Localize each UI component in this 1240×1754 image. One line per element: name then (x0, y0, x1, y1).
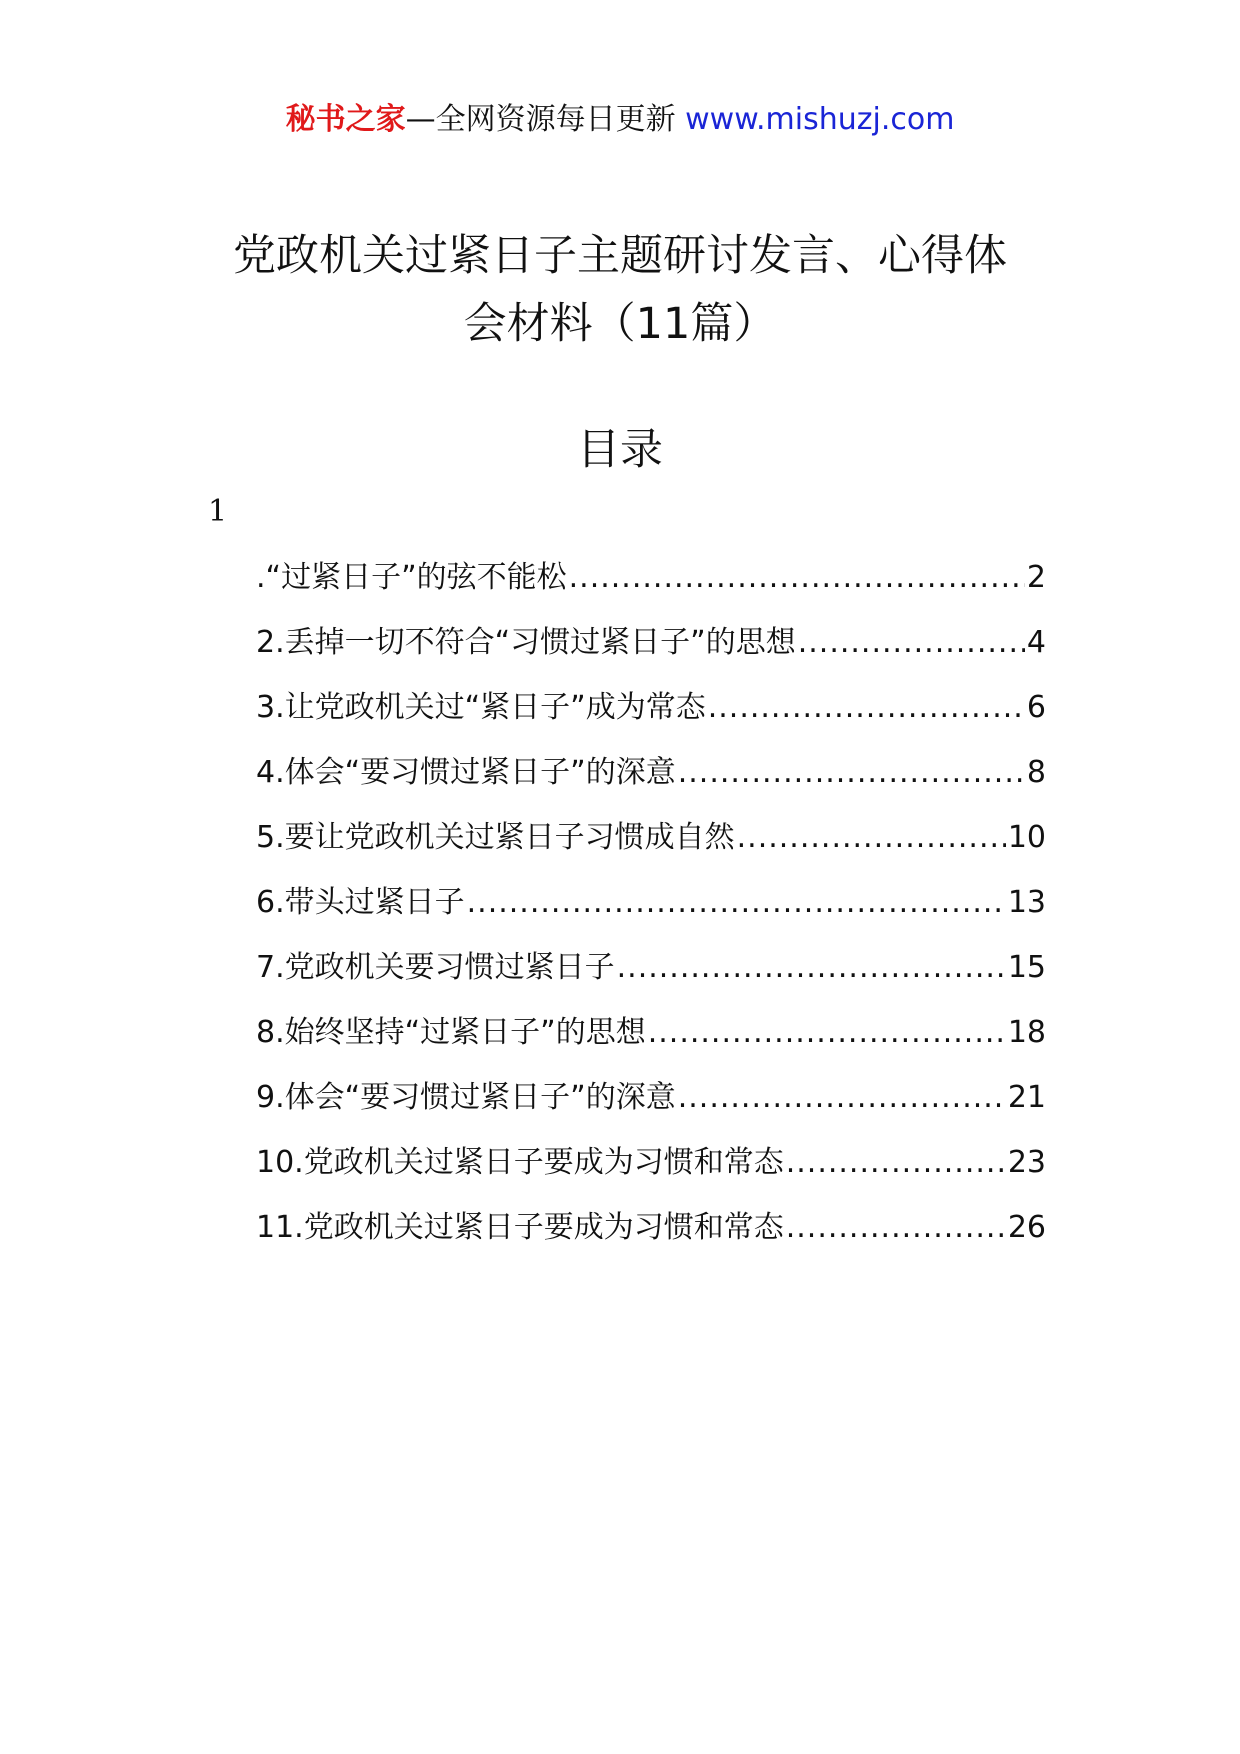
toc-entry-page: 6 (1026, 690, 1046, 725)
toc-entry[interactable] (256, 946, 1046, 1011)
document-title-line-1: 党政机关过紧日子主题研讨发言、心得体 (233, 231, 1007, 281)
toc-entry-label: 6.带头过紧日子 (256, 885, 465, 920)
toc-dot-leader (786, 1206, 1006, 1250)
toc-entry-label: 7.党政机关要习惯过紧日子 (256, 950, 615, 985)
stray-list-number: 1 (208, 494, 228, 529)
toc-entry-label: 9.体会“要习惯过紧日子”的深意 (256, 1080, 676, 1115)
toc-dot-leader (467, 881, 1006, 925)
toc-entry[interactable] (256, 751, 1046, 816)
site-header (0, 98, 1240, 142)
toc-entry-page: 23 (1007, 1145, 1046, 1180)
toc-entry-label: 11.党政机关过紧日子要成为习惯和常态 (256, 1210, 784, 1245)
toc-entry-page: 26 (1007, 1210, 1046, 1245)
toc-dot-leader (569, 556, 1025, 600)
toc-entry-page: 18 (1007, 1015, 1046, 1050)
toc-entry-page: 15 (1007, 950, 1046, 985)
toc-dot-leader (648, 1011, 1006, 1055)
toc-dot-leader (708, 686, 1025, 730)
toc-entry[interactable] (256, 556, 1046, 621)
toc-dot-leader (678, 751, 1025, 795)
toc-dot-leader (737, 816, 1006, 860)
toc-entry-label: 5.要让党政机关过紧日子习惯成自然 (256, 820, 735, 855)
toc-entry-label: .“过紧日子”的弦不能松 (256, 560, 567, 595)
site-url-link[interactable]: www.mishuzj.com (685, 102, 955, 137)
document-title-line-2: 会材料（11篇） (463, 299, 777, 349)
toc-dot-leader (617, 946, 1006, 990)
toc-entry-page: 13 (1007, 885, 1046, 920)
toc-entry[interactable] (256, 1011, 1046, 1076)
toc-entry[interactable] (256, 1141, 1046, 1206)
document-title (190, 222, 1050, 358)
toc-heading: 目录 (577, 425, 663, 475)
toc-entry[interactable] (256, 686, 1046, 751)
toc-entry-page: 10 (1007, 820, 1046, 855)
toc-dot-leader (678, 1076, 1006, 1120)
toc-entry-label: 4.体会“要习惯过紧日子”的深意 (256, 755, 676, 790)
toc-entry[interactable] (256, 881, 1046, 946)
toc-dot-leader (798, 621, 1025, 665)
toc-dot-leader (786, 1141, 1006, 1185)
toc-entry-page: 8 (1026, 755, 1046, 790)
toc-entry-page: 4 (1026, 625, 1046, 660)
table-of-contents (256, 556, 1046, 1271)
toc-entry-page: 2 (1026, 560, 1046, 595)
toc-entry-label: 3.让党政机关过“紧日子”成为常态 (256, 690, 706, 725)
toc-entry[interactable] (256, 1206, 1046, 1271)
toc-entry-label: 2.丢掉一切不符合“习惯过紧日子”的思想 (256, 625, 796, 660)
site-brand: 秘书之家 (285, 102, 406, 137)
toc-entry-label: 8.始终坚持“过紧日子”的思想 (256, 1015, 646, 1050)
toc-entry-label: 10.党政机关过紧日子要成为习惯和常态 (256, 1145, 784, 1180)
toc-entry[interactable] (256, 1076, 1046, 1141)
site-slogan: —全网资源每日更新 (405, 102, 676, 137)
toc-entry[interactable] (256, 621, 1046, 686)
toc-entry[interactable] (256, 816, 1046, 881)
toc-entry-page: 21 (1007, 1080, 1046, 1115)
